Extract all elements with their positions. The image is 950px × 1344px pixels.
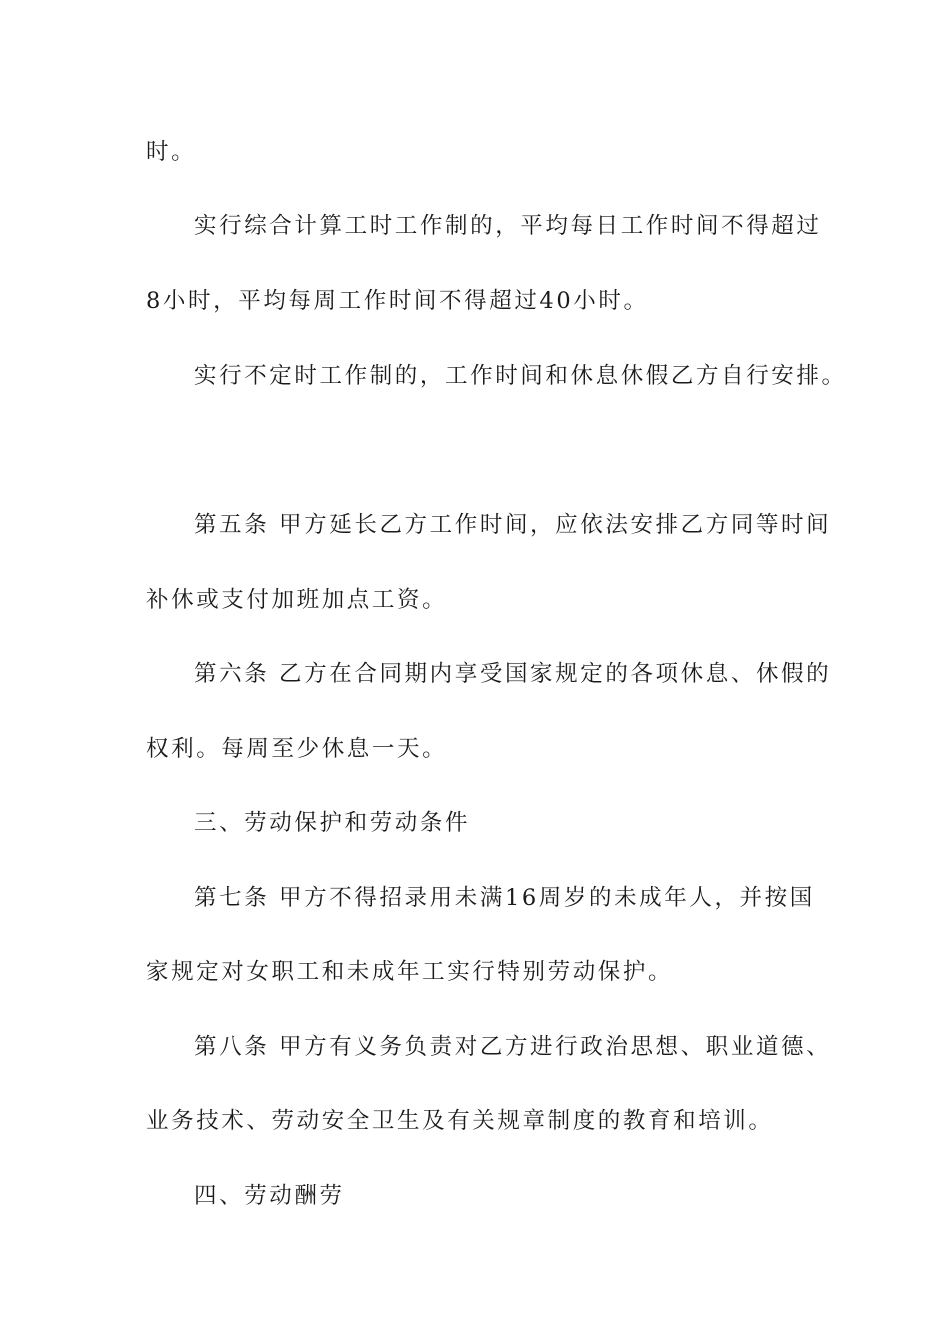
paragraph-line: 第八条 甲方有义务负责对乙方进行政治思想、职业道德、	[194, 1034, 832, 1060]
paragraph-line: 第六条 乙方在合同期内享受国家规定的各项休息、休假的	[194, 661, 832, 687]
paragraph-line: 第五条 甲方延长乙方工作时间，应依法安排乙方同等时间	[194, 512, 832, 538]
paragraph-line: 实行综合计算工时工作制的，平均每日工作时间不得超过	[194, 213, 822, 239]
paragraph-line: 第七条 甲方不得招录用未满16周岁的未成年人，并按国	[194, 885, 815, 911]
section-heading: 四、劳动酬劳	[194, 1183, 345, 1209]
paragraph-line: 实行不定时工作制的，工作时间和休息休假乙方自行安排。	[194, 363, 847, 389]
section-heading: 三、劳动保护和劳动条件	[194, 810, 471, 836]
paragraph-line: 业务技术、劳动安全卫生及有关规章制度的教育和培训。	[146, 1108, 774, 1134]
paragraph-line: 时。	[146, 139, 197, 165]
paragraph-line: 8小时，平均每周工作时间不得超过40小时。	[146, 288, 649, 314]
paragraph-line: 权利。每周至少休息一天。	[146, 736, 448, 762]
paragraph-line: 家规定对女职工和未成年工实行特别劳动保护。	[146, 959, 674, 985]
paragraph-line: 补休或支付加班加点工资。	[146, 587, 448, 613]
